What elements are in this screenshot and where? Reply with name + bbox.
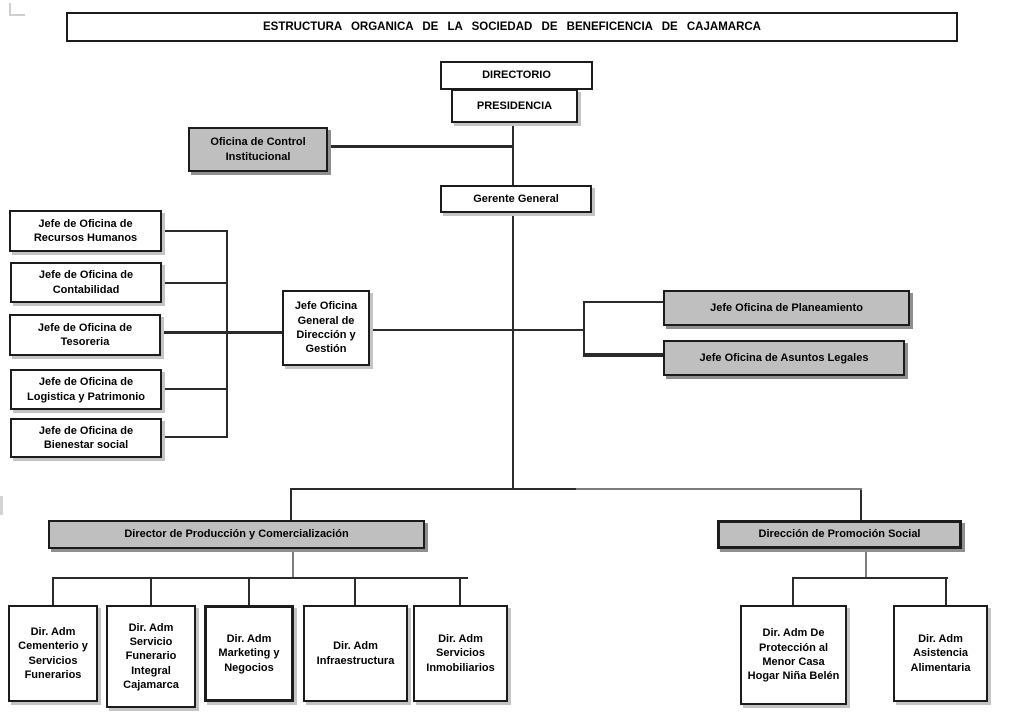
connector-drop-funerario <box>150 579 152 605</box>
node-cementerio-funerarios: Dir. Adm Cementerio y Servicios Funerarios <box>8 605 98 702</box>
connector-drop-infraestructura <box>354 579 356 605</box>
node-gerente-general: Gerente General <box>440 185 592 213</box>
connector-main-horizontal-right <box>576 488 862 490</box>
connector-gestion-right <box>370 329 584 331</box>
node-promocion-social: Dirección de Promoción Social <box>717 520 962 549</box>
connector-tesoreria-thick <box>160 331 282 334</box>
connector-stub-rrhh <box>162 230 228 232</box>
node-proteccion-menor: Dir. Adm De Protección al Menor Casa Hogar Niña Belén <box>740 605 847 705</box>
chart-title: ESTRUCTURA ORGANICA DE LA SOCIEDAD DE BENEFICENCIA DE CAJAMARCA <box>66 12 958 42</box>
node-tesoreria: Jefe de Oficina de Tesoreria <box>9 314 161 356</box>
connector-drop-cementerio <box>52 579 54 605</box>
connector-main-horizontal <box>290 488 576 490</box>
connector-stub-contabilidad <box>162 282 228 284</box>
node-asistencia-alimentaria: Dir. Adm Asistencia Alimentaria <box>893 605 988 702</box>
connector-drop-asistencia <box>945 579 947 605</box>
scan-artifact-corner <box>9 3 25 16</box>
node-produccion-comercializacion: Director de Producción y Comercialización <box>48 520 425 549</box>
connector-drop-marketing <box>248 579 250 605</box>
connector-stub-logistica <box>162 388 228 390</box>
node-contabilidad: Jefe de Oficina de Contabilidad <box>10 262 162 303</box>
node-funerario-integral: Dir. Adm Servicio Funerario Integral Cajamarca <box>106 605 196 708</box>
connector-promocion-horizontal <box>792 577 948 579</box>
node-infraestructura: Dir. Adm Infraestructura <box>303 605 408 702</box>
connector-control-link <box>328 145 514 148</box>
connector-promocion-drop-top <box>860 490 862 521</box>
node-control-institucional: Oficina de Control Institucional <box>188 127 328 172</box>
node-planeamiento: Jefe Oficina de Planeamiento <box>663 290 910 326</box>
connector-produccion-drop <box>292 549 294 578</box>
connector-drop-inmobiliarios <box>459 579 461 605</box>
connector-gerente-drop <box>512 213 514 490</box>
scan-artifact-edge <box>0 496 3 515</box>
node-direccion-gestion: Jefe Oficina General de Dirección y Gestión <box>282 290 370 366</box>
connector-promocion-drop <box>865 549 867 578</box>
node-marketing-negocios: Dir. Adm Marketing y Negocios <box>204 605 294 702</box>
connector-drop-proteccion <box>792 579 794 605</box>
node-asuntos-legales: Jefe Oficina de Asuntos Legales <box>663 340 905 376</box>
connector-stub-planeamiento <box>585 301 663 303</box>
node-recursos-humanos: Jefe de Oficina de Recursos Humanos <box>9 210 162 252</box>
connector-produccion-horizontal <box>52 577 468 579</box>
node-logistica-patrimonio: Jefe de Oficina de Logistica y Patrimonio <box>10 369 162 410</box>
connector-presidencia-drop <box>512 122 514 186</box>
connector-stub-asuntos <box>585 353 663 357</box>
connector-left-bracket <box>226 230 228 438</box>
node-bienestar-social: Jefe de Oficina de Bienestar social <box>10 418 162 458</box>
connector-right-bracket <box>583 301 585 357</box>
node-directorio: DIRECTORIO <box>440 61 593 90</box>
connector-stub-bienestar <box>162 436 228 438</box>
node-servicios-inmobiliarios: Dir. Adm Servicios Inmobiliarios <box>413 605 508 702</box>
node-presidencia: PRESIDENCIA <box>451 89 578 123</box>
connector-produccion-drop-top <box>290 490 292 521</box>
